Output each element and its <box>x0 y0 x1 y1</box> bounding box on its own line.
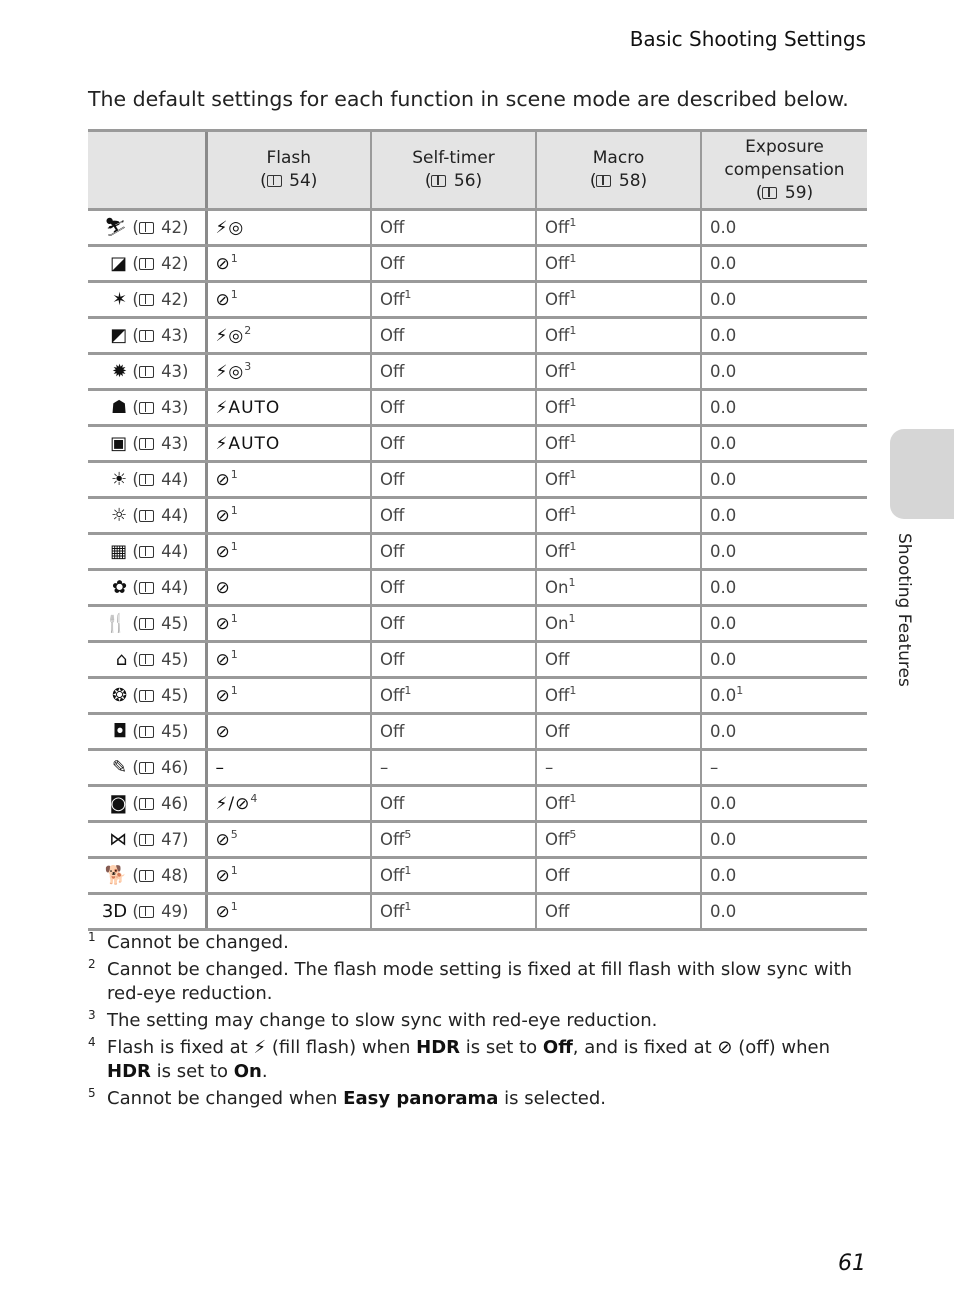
flash-cell: ⚡/⊘$^4$ <box>206 786 371 822</box>
macro-cell: Off$^1$ <box>536 354 701 390</box>
book-icon <box>139 906 154 918</box>
flash-cell <box>206 714 371 750</box>
flash-mode-icon: ⚡AUTO <box>215 433 281 454</box>
scene-mode-icon: 🐕 <box>104 865 128 886</box>
flash-mode-icon: ⚡◎ <box>215 361 245 382</box>
book-icon <box>139 762 154 774</box>
flash-off-icon: ⊘ <box>717 1037 733 1058</box>
self-timer-cell: Off$^1$ <box>371 678 536 714</box>
page-number: 61 <box>838 1251 866 1276</box>
scene-mode-icon: ◩ <box>110 325 128 346</box>
table-row <box>88 714 867 750</box>
scene-cell: ✎ ( 46) <box>88 750 206 786</box>
flash-cell: ⊘$^1$ <box>206 534 371 570</box>
intro-text: The default settings for each function in scene mode are described below. <box>88 87 849 111</box>
self-timer-cell: Off <box>371 246 536 282</box>
scene-cell: ▦ ( 44) <box>88 534 206 570</box>
scene-cell: ✿ ( 44) <box>88 570 206 606</box>
flash-mode-icon: ⊘ <box>215 613 231 634</box>
macro-cell: Off$^1$ <box>536 426 701 462</box>
flash-cell: ⊘$^1$ <box>206 246 371 282</box>
book-icon <box>139 366 154 378</box>
flash-cell <box>206 426 371 462</box>
scene-mode-icon: ⋈ <box>109 829 128 850</box>
flash-mode-icon: ⚡AUTO <box>215 397 281 418</box>
table-row <box>88 858 867 894</box>
flash-cell <box>206 750 371 786</box>
footnote: 4 Flash is fixed at ⚡ (fill flash) when HDR is set to Off, and is fixed at ⊘ (off) when HDR is set to On. <box>88 1035 830 1082</box>
macro-cell: – <box>536 750 701 786</box>
scene-cell: ☗ ( 43) <box>88 390 206 426</box>
scene-cell: ⛷ ( 42) <box>88 210 206 246</box>
book-icon <box>139 546 154 558</box>
scene-mode-icon: ⛷ <box>104 217 128 238</box>
scene-cell: ⌂ ( 45) <box>88 642 206 678</box>
flash-cell: ⊘$^1$ <box>206 498 371 534</box>
flash-mode-icon: ⊘ <box>215 469 231 490</box>
exposure-cell: 0.0 <box>701 858 867 894</box>
self-timer-cell: Off$^1$ <box>371 858 536 894</box>
flash-mode-icon: ⊘ <box>215 865 231 886</box>
scene-mode-icon: ◪ <box>110 253 128 274</box>
flash-cell: ⊘$^1$ <box>206 462 371 498</box>
book-icon <box>596 175 611 187</box>
book-icon <box>431 175 446 187</box>
table-row <box>88 462 867 498</box>
scene-mode-icon: ▦ <box>110 541 128 562</box>
scene-mode-icon: 🍴 <box>104 613 128 634</box>
chapter-tab <box>890 429 954 519</box>
flash-mode-icon: ⚡◎ <box>215 217 245 238</box>
macro-cell: Off$^1$ <box>536 498 701 534</box>
header-self-timer: Self-timer ( 56) <box>371 131 536 210</box>
self-timer-cell: Off <box>371 714 536 750</box>
scene-cell: 🍴 ( 45) <box>88 606 206 642</box>
flash-cell <box>206 570 371 606</box>
flash-cell: ⊘$^1$ <box>206 678 371 714</box>
table-row <box>88 894 867 930</box>
footnote: 1 Cannot be changed. <box>88 930 289 953</box>
table-row <box>88 786 867 822</box>
self-timer-cell: Off <box>371 570 536 606</box>
book-icon <box>139 834 154 846</box>
book-icon <box>139 294 154 306</box>
flash-mode-icon: ⊘ <box>215 901 231 922</box>
exposure-cell: 0.0 <box>701 822 867 858</box>
scene-cell: ◪ ( 42) <box>88 246 206 282</box>
exposure-cell: 0.0 <box>701 246 867 282</box>
book-icon <box>139 474 154 486</box>
section-title: Basic Shooting Settings <box>629 27 866 51</box>
scene-mode-icon: ☗ <box>110 397 128 418</box>
table-row <box>88 246 867 282</box>
flash-cell: ⚡◎$^2$ <box>206 318 371 354</box>
macro-cell: Off$^1$ <box>536 318 701 354</box>
macro-cell: Off$^1$ <box>536 282 701 318</box>
scene-cell: ✶ ( 42) <box>88 282 206 318</box>
macro-cell: On$^1$ <box>536 606 701 642</box>
table-row <box>88 822 867 858</box>
footnote: 2 Cannot be changed. The flash mode setting is fixed at fill flash with slow sync with red-eye reduction. <box>88 957 853 1004</box>
scene-mode-icon: ✎ <box>112 757 128 778</box>
scene-cell: ☼ ( 44) <box>88 498 206 534</box>
flash-cell: ⚡◎$^3$ <box>206 354 371 390</box>
macro-cell: Off$^1$ <box>536 210 701 246</box>
header-macro: Macro ( 58) <box>536 131 701 210</box>
header-flash: Flash ( 54) <box>206 131 371 210</box>
macro-cell: Off$^1$ <box>536 534 701 570</box>
flash-cell: ⊘$^1$ <box>206 858 371 894</box>
scene-mode-icon: ☼ <box>110 505 128 526</box>
footnote: 3 The setting may change to slow sync with red-eye reduction. <box>88 1008 658 1031</box>
exposure-cell: 0.0 <box>701 426 867 462</box>
scene-mode-icon: 3D <box>101 901 128 922</box>
flash-mode-icon: ⚡/⊘ <box>215 793 251 814</box>
table-row <box>88 282 867 318</box>
table-row <box>88 354 867 390</box>
fill-flash-icon: ⚡ <box>253 1037 267 1058</box>
book-icon <box>139 258 154 270</box>
macro-cell: Off$^1$ <box>536 678 701 714</box>
flash-cell: ⊘$^1$ <box>206 642 371 678</box>
table-header-row <box>88 131 867 210</box>
flash-mode-icon: ⊘ <box>215 829 231 850</box>
macro-cell: Off$^1$ <box>536 246 701 282</box>
scene-cell: ◘ ( 45) <box>88 714 206 750</box>
exposure-cell: 0.0 <box>701 606 867 642</box>
macro-cell: Off <box>536 858 701 894</box>
self-timer-cell: Off <box>371 642 536 678</box>
macro-cell: Off <box>536 894 701 930</box>
macro-cell: Off <box>536 714 701 750</box>
exposure-cell: 0.0 <box>701 390 867 426</box>
table-row <box>88 606 867 642</box>
table-row <box>88 678 867 714</box>
flash-cell: ⊘$^1$ <box>206 606 371 642</box>
scene-cell: ◩ ( 43) <box>88 318 206 354</box>
table-row <box>88 390 867 426</box>
self-timer-cell: Off$^5$ <box>371 822 536 858</box>
scene-mode-icon: ◙ <box>109 793 128 814</box>
scene-mode-icon: ❂ <box>112 685 128 706</box>
scene-cell: ⋈ ( 47) <box>88 822 206 858</box>
flash-mode-icon: ⊘ <box>215 577 231 598</box>
macro-cell: Off$^1$ <box>536 786 701 822</box>
self-timer-cell: – <box>371 750 536 786</box>
book-icon <box>139 438 154 450</box>
flash-cell: ⊘$^5$ <box>206 822 371 858</box>
exposure-cell: $0.0^1$ <box>701 678 867 714</box>
table-row <box>88 750 867 786</box>
macro-cell: On$^1$ <box>536 570 701 606</box>
footnotes <box>88 931 868 1114</box>
book-icon <box>139 798 154 810</box>
self-timer-cell: Off <box>371 318 536 354</box>
book-icon <box>267 175 282 187</box>
exposure-cell: 0.0 <box>701 894 867 930</box>
self-timer-cell: Off <box>371 606 536 642</box>
book-icon <box>139 222 154 234</box>
book-icon <box>762 187 777 199</box>
scene-cell: ▣ ( 43) <box>88 426 206 462</box>
flash-mode-icon: ⊘ <box>215 541 231 562</box>
exposure-cell: 0.0 <box>701 282 867 318</box>
self-timer-cell: Off <box>371 210 536 246</box>
scene-mode-icon: ✿ <box>112 577 128 598</box>
book-icon <box>139 330 154 342</box>
flash-cell <box>206 390 371 426</box>
book-icon <box>139 654 154 666</box>
scene-cell: 3D ( 49) <box>88 894 206 930</box>
book-icon <box>139 510 154 522</box>
footnote: 5 Cannot be changed when Easy panorama is selected. <box>88 1086 606 1109</box>
macro-cell: Off <box>536 642 701 678</box>
exposure-cell: 0.0 <box>701 498 867 534</box>
exposure-cell: 0.0 <box>701 354 867 390</box>
macro-cell: Off$^5$ <box>536 822 701 858</box>
macro-cell: Off$^1$ <box>536 390 701 426</box>
exposure-cell: 0.0 <box>701 534 867 570</box>
scene-cell: ◙ ( 46) <box>88 786 206 822</box>
self-timer-cell: Off <box>371 786 536 822</box>
book-icon <box>139 618 154 630</box>
self-timer-cell: Off <box>371 498 536 534</box>
self-timer-cell: Off <box>371 354 536 390</box>
table-row <box>88 318 867 354</box>
flash-mode-icon: ⊘ <box>215 253 231 274</box>
exposure-cell: 0.0 <box>701 714 867 750</box>
flash-mode-icon: ⊘ <box>215 505 231 526</box>
book-icon <box>139 870 154 882</box>
flash-mode-icon: ⊘ <box>215 289 231 310</box>
self-timer-cell: Off$^1$ <box>371 894 536 930</box>
flash-cell: ⊘$^1$ <box>206 282 371 318</box>
scene-cell: ☀ ( 44) <box>88 462 206 498</box>
scene-mode-icon: ▣ <box>110 433 128 454</box>
scene-cell: 🐕 ( 48) <box>88 858 206 894</box>
flash-mode-icon: ⊘ <box>215 649 231 670</box>
self-timer-cell: Off <box>371 390 536 426</box>
book-icon <box>139 582 154 594</box>
flash-cell <box>206 210 371 246</box>
book-icon <box>139 690 154 702</box>
book-icon <box>139 726 154 738</box>
flash-cell: ⊘$^1$ <box>206 894 371 930</box>
self-timer-cell: Off <box>371 534 536 570</box>
chapter-label: Shooting Features <box>894 533 914 687</box>
exposure-cell: – <box>701 750 867 786</box>
table-row <box>88 210 867 246</box>
flash-mode-icon: ⚡◎ <box>215 325 245 346</box>
macro-cell: Off$^1$ <box>536 462 701 498</box>
flash-mode-icon: ⊘ <box>215 685 231 706</box>
table-row <box>88 570 867 606</box>
scene-mode-icon: ◘ <box>112 721 128 742</box>
book-icon <box>139 402 154 414</box>
header-exposure: Exposure compensation ( 59) <box>701 131 867 210</box>
scene-defaults-table <box>88 129 867 931</box>
scene-cell: ✹ ( 43) <box>88 354 206 390</box>
exposure-cell: 0.0 <box>701 786 867 822</box>
header-scene <box>88 131 206 210</box>
scene-mode-icon: ✶ <box>112 289 128 310</box>
exposure-cell: 0.0 <box>701 318 867 354</box>
exposure-cell: 0.0 <box>701 462 867 498</box>
flash-mode-icon: ⊘ <box>215 721 231 742</box>
self-timer-cell: Off$^1$ <box>371 282 536 318</box>
table-row <box>88 498 867 534</box>
exposure-cell: 0.0 <box>701 210 867 246</box>
scene-mode-icon: ✹ <box>112 361 128 382</box>
table-row <box>88 426 867 462</box>
exposure-cell: 0.0 <box>701 570 867 606</box>
self-timer-cell: Off <box>371 462 536 498</box>
flash-mode-icon: – <box>215 757 225 778</box>
self-timer-cell: Off <box>371 426 536 462</box>
scene-cell: ❂ ( 45) <box>88 678 206 714</box>
table-row <box>88 534 867 570</box>
table-row <box>88 642 867 678</box>
scene-mode-icon: ⌂ <box>115 649 128 670</box>
scene-mode-icon: ☀ <box>110 469 128 490</box>
exposure-cell: 0.0 <box>701 642 867 678</box>
